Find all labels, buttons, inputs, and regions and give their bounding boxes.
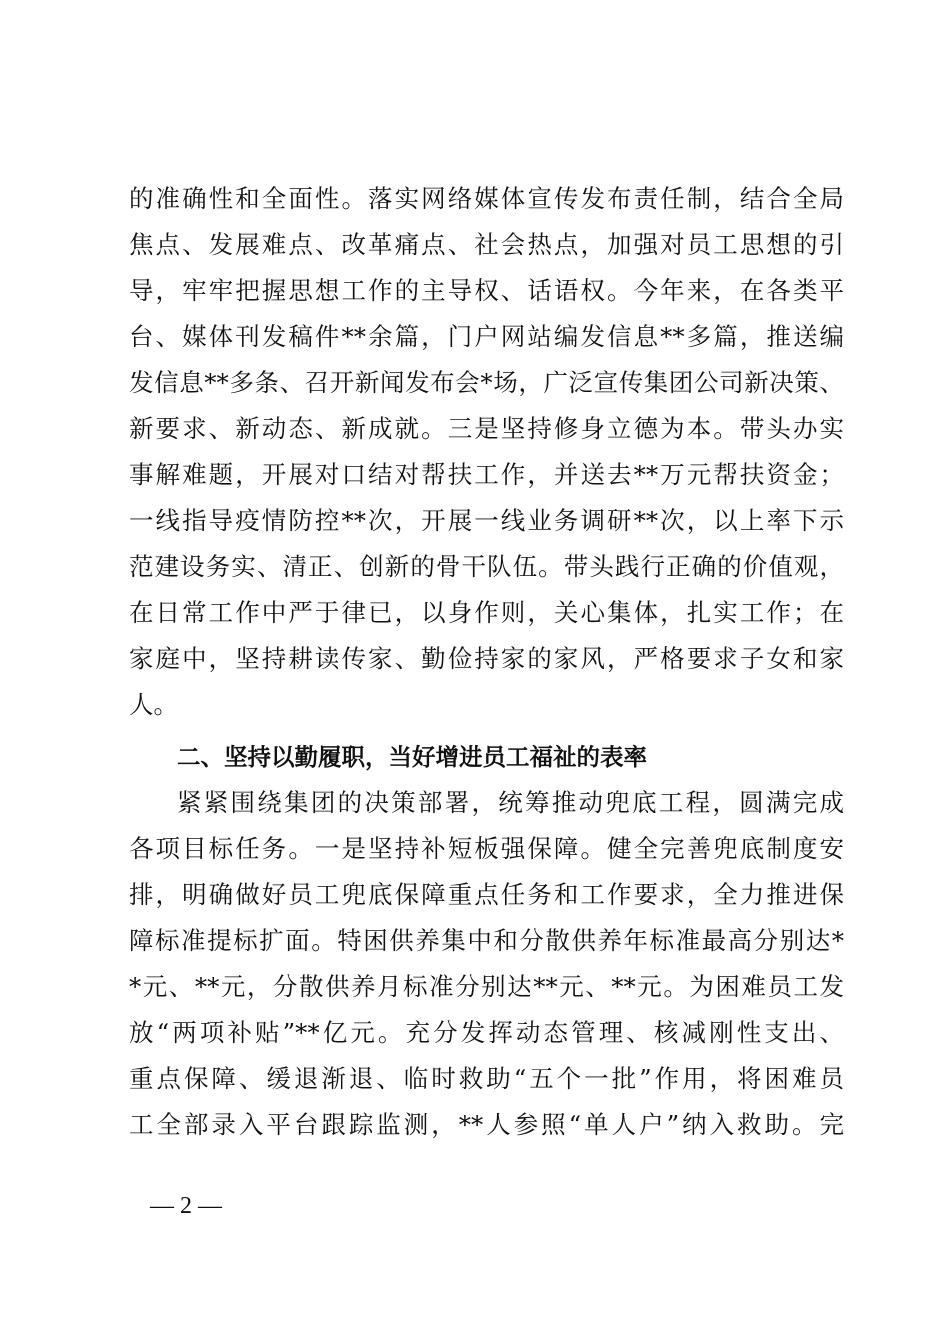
body-text-line: 在日常工作中严于律已，以身作则，关心集体，扎实工作；在: [129, 598, 844, 627]
body-text-line: 范建设务实、清正、创新的骨干队伍。带头践行正确的价值观，: [129, 552, 844, 581]
body-text-line: 紧紧围绕集团的决策部署，统筹推动兜底工程，圆满完成: [177, 788, 844, 817]
body-text-line: *元、**元，分散供养月标准分别达**元、**元。为困难员工发: [129, 972, 844, 1001]
body-text-line: 排，明确做好员工兜底保障重点任务和工作要求，全力推进保: [129, 880, 844, 909]
body-text-line: 焦点、发展难点、改革痛点、社会热点，加强对员工思想的引: [129, 230, 844, 259]
body-text-line: 各项目标任务。一是坚持补短板强保障。健全完善兜底制度安: [129, 834, 844, 863]
body-text-line: 人。: [129, 690, 178, 719]
body-text-line: 重点保障、缓退渐退、临时救助“五个一批”作用，将困难员: [129, 1064, 844, 1093]
body-text-line: 障标准提标扩面。特困供养集中和分散供养年标准最高分别达*: [129, 926, 844, 955]
body-text-line: 事解难题，开展对口结对帮扶工作，并送去**万元帮扶资金；: [129, 460, 844, 489]
section-heading: 二、坚持以勤履职，当好增进员工福祉的表率: [177, 743, 647, 771]
page-number: — 2 —: [150, 1193, 222, 1219]
body-text-line: 发信息**多条、召开新闻发布会*场，广泛宣传集团公司新决策、: [129, 368, 844, 397]
body-text-line: 的准确性和全面性。落实网络媒体宣传发布责任制，结合全局: [129, 184, 844, 213]
body-text-line: 新要求、新动态、新成就。三是坚持修身立德为本。带头办实: [129, 414, 844, 443]
body-text-line: 家庭中，坚持耕读传家、勤俭持家的家风，严格要求子女和家: [129, 644, 844, 673]
body-text-line: 导，牢牢把握思想工作的主导权、话语权。今年来，在各类平: [129, 276, 844, 305]
body-text-line: 放“两项补贴”**亿元。充分发挥动态管理、核减刚性支出、: [129, 1018, 844, 1047]
body-text-line: 工全部录入平台跟踪监测，**人参照“单人户”纳入救助。完: [129, 1110, 844, 1139]
body-text-line: 台、媒体刊发稿件**余篇，门户网站编发信息**多篇，推送编: [129, 322, 844, 351]
body-text-line: 一线指导疫情防控**次，开展一线业务调研**次，以上率下示: [129, 506, 844, 535]
